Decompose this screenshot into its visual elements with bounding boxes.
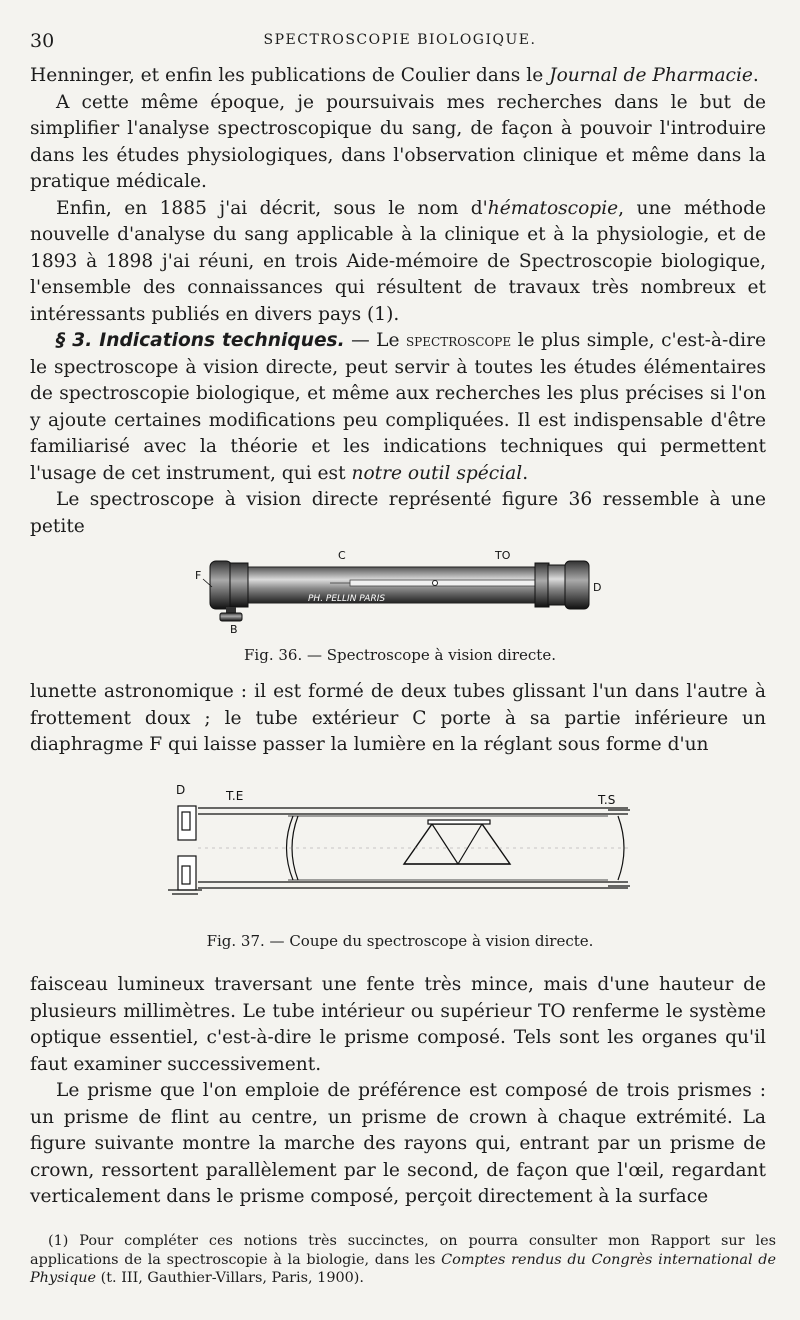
label-c: C xyxy=(338,549,346,562)
running-title: SPECTROSCOPIE BIOLOGIQUE. xyxy=(263,32,537,48)
label-b: B xyxy=(230,623,238,635)
figure-36-caption: Fig. 36. — Spectroscope à vision directe. xyxy=(244,646,556,664)
label-ts: T.S xyxy=(598,793,616,807)
text-block-top xyxy=(30,63,766,540)
text-block-middle xyxy=(30,679,766,759)
section-heading: § 3. Indications techniques. xyxy=(56,330,345,351)
figure-37-caption: Fig. 37. — Coupe du spectroscope à vision directe. xyxy=(206,932,594,950)
page-header xyxy=(30,30,770,54)
figure-36-illustration xyxy=(190,545,610,635)
paragraph-indications: § 3. Indications techniques. — Le spectroscope le plus simple, c'est-à-dire le spectroscope à vision directe, peut servir à toutes les études élémentaires de spectroscopie biologique, et même aux recherches les plus précises si l'on y ajoute certaines modifications peu compliquées. Il est indispensable d'être familiarisé avec la théorie et les indications techniques qui permettent l'usage de cet instrument, qui est notre outil spécial. xyxy=(30,330,767,484)
label-f: F xyxy=(195,569,202,582)
footnote-text: (1) Pour compléter ces notions très succinctes, on pourra consulter mon Rapport sur les applications de la spectroscopie à la biologie, dans les Comptes rendus du Congrès international de Physique (t. III, Gauthier-Villars, Paris, 1900). xyxy=(30,1233,776,1286)
journal-title: Journal de Pharmacie xyxy=(549,65,753,86)
paragraph-figure-intro: Le spectroscope à vision directe représenté figure 36 ressemble à une petite xyxy=(30,489,766,537)
label-d: D xyxy=(593,581,602,594)
paragraph-recherches: A cette même époque, je poursuivais mes recherches dans le but de simplifier l'analyse spectroscopique du sang, de façon à pouvoir l'introduire dans les études physiologiques, dans l'observation clinique et même dans la pratique médicale. xyxy=(30,91,766,192)
figure-37-illustration xyxy=(168,780,648,898)
text-block-bottom xyxy=(30,972,766,1211)
label-te: T.E xyxy=(226,789,244,803)
maker-engraving: PH. PELLIN PARIS xyxy=(308,594,386,604)
page-number: 30 xyxy=(30,30,55,52)
paragraph-lunette: lunette astronomique : il est formé de deux tubes glissant l'un dans l'autre à frottement doux ; le tube extérieur C porte à sa partie inférieure un diaphragme F qui laisse passer la lumière en la réglant sous forme d'un xyxy=(30,681,766,755)
footnote xyxy=(30,1232,776,1288)
footnote-citation: Comptes rendus du Congrès international de Physique xyxy=(30,1251,776,1286)
label-to: TO xyxy=(495,549,511,562)
label-d: D xyxy=(176,783,186,797)
paragraph-continuation: Henninger, et enfin les publications de Coulier dans le Journal de Pharmacie. xyxy=(30,65,759,86)
paragraph-prisme: Le prisme que l'on emploie de préférence est composé de trois prismes : un prisme de flint au centre, un prisme de crown à chaque extrémité. La figure suivante montre la marche des rayons qui, entrant par un prisme de crown, ressortent parallèlement par le second, de façon que l'œil, regardant verticalement dans le prisme composé, perçoit directement à la surface xyxy=(30,1080,766,1207)
paragraph-faisceau: faisceau lumineux traversant une fente très mince, mais d'une hauteur de plusieurs millimètres. Le tube intérieur ou supérieur TO renferme le système optique essentiel, c'est-à-dire le prisme composé. Tels sont les organes qu'il faut examiner successivement. xyxy=(30,974,766,1075)
term-hematoscopie: hématoscopie xyxy=(487,197,619,219)
paragraph-hematoscopie: Enfin, en 1885 j'ai décrit, sous le nom d'hématoscopie, une méthode nouvelle d'analyse du sang applicable à la clinique et à la physiologie, et de 1893 à 1898 j'ai réuni, en trois Aide-mémoire de Spectroscopie biologique, l'ensemble des connaissances qui résultent de travaux très nombreux et intéressants publiés en divers pays (1). xyxy=(30,197,766,325)
emphasis-outil: notre outil spécial xyxy=(351,462,523,484)
